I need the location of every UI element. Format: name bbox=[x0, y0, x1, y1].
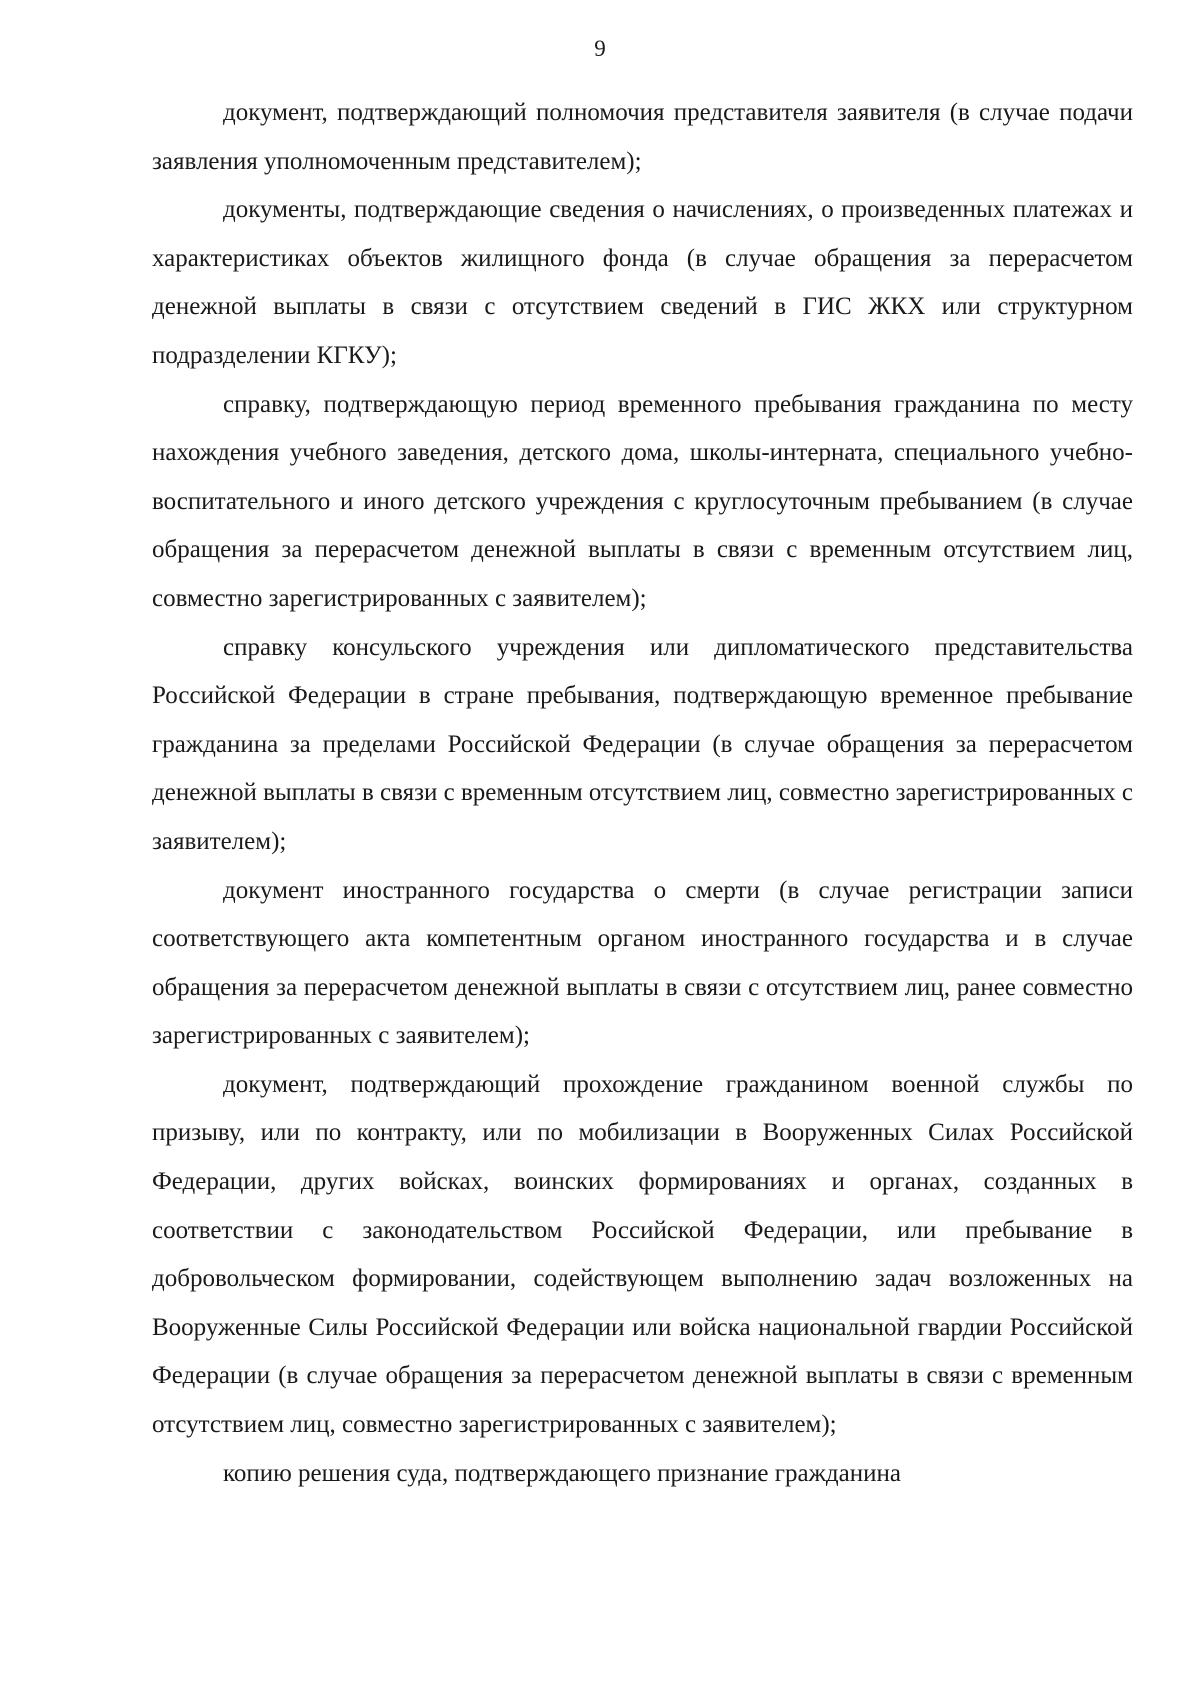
paragraph-foreign-death-document: документ иностранного государства о смерти (в случае регистрации записи соответствующего акта компетентным органом иностранного государства и в случае обращения за перерасчетом денежной выплаты в связи с отсутствием лиц, ранее совместно зарегистрированных с заявителем); bbox=[152, 876, 1133, 1050]
paragraph-military-service-document: документ, подтверждающий прохождение гражданином военной службы по призыву, или по контракту, или по мобилизации в Вооруженных Силах Российской Федерации, других войсках, воинских формированиях и органах, созданных в соответствии с законодательством Российской Федерации, или пребывание в добровольческом формировании, содействующем выполнению задач возложенных на Вооруженные Силы Российской Федерации или войска национальной гвардии Российской Федерации (в случае обращения за перерасчетом денежной выплаты в связи с временным отсутствием лиц, совместно зарегистрированных с заявителем); bbox=[152, 1070, 1133, 1439]
paragraph-consular-certificate: справку консульского учреждения или дипломатического представительства Российской Федерации в стране пребывания, подтверждающую временное пребывание гражданина за пределами Российской Федерации (в случае обращения за перерасчетом денежной выплаты в связи с временным отсутствием лиц, совместно зарегистрированных с заявителем); bbox=[152, 633, 1133, 855]
page-number: 9 bbox=[594, 36, 606, 61]
paragraph-representative-authority: документ, подтверждающий полномочия представителя заявителя (в случае подачи заявления уполномоченным представителем); bbox=[152, 99, 1133, 175]
document-body bbox=[152, 89, 1133, 1498]
paragraph-court-decision-copy: копию решения суда, подтверждающего признание гражданина bbox=[223, 1459, 901, 1487]
paragraph-payment-records: документы, подтверждающие сведения о начислениях, о произведенных платежах и характеристиках объектов жилищного фонда (в случае обращения за перерасчетом денежной выплаты в связи с отсутствием сведений в ГИС ЖКХ или структурном подразделении КГКУ); bbox=[152, 196, 1133, 369]
paragraph-temporary-stay-certificate: справку, подтверждающую период временного пребывания гражданина по месту нахождения учебного заведения, детского дома, школы-интерната, специального учебно-воспитательного и иного детского учреждения с круглосуточным пребыванием (в случае обращения за перерасчетом денежной выплаты в связи с временным отсутствием лиц, совместно зарегистрированных с заявителем); bbox=[152, 390, 1133, 612]
